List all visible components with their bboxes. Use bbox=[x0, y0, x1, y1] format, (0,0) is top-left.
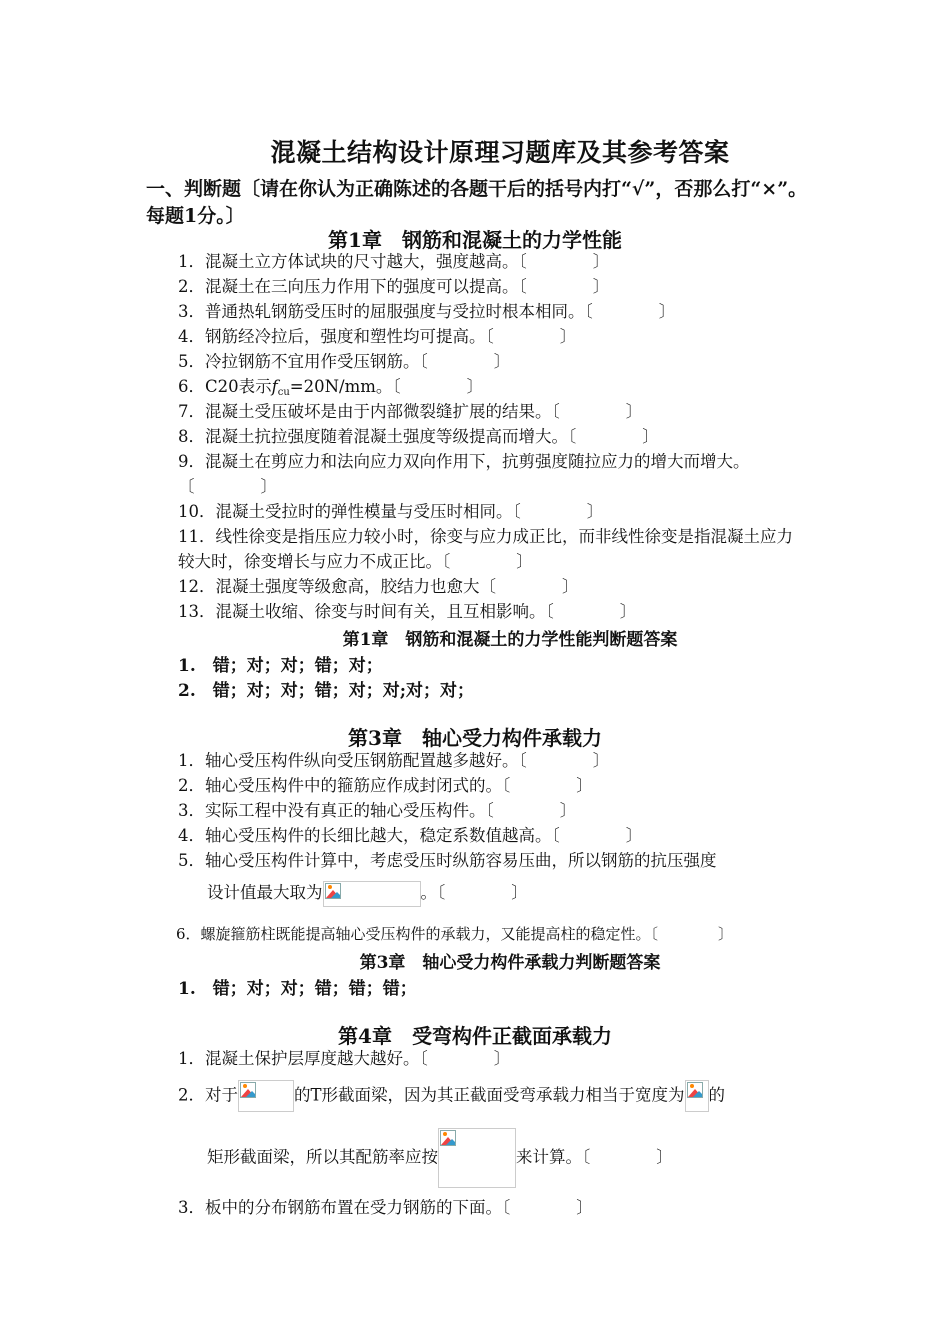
q2-line2-suffix: 来计算。〔 〕 bbox=[516, 1147, 673, 1167]
ch3-answer-heading: 第3章 轴心受力构件承载力判断题答案 bbox=[359, 953, 661, 973]
ch3-question-5-line-2 bbox=[207, 880, 847, 907]
formula-image-icon bbox=[438, 1128, 516, 1188]
ch1-answer-1: 1. 错；对；对；错；对； bbox=[178, 656, 383, 676]
ch1-question-12: 12．混凝土强度等级愈高，胶结力也愈大〔 〕 bbox=[178, 577, 579, 596]
ch3-question-5: 5．轴心受压构件计算中，考虑受压时纵筋容易压曲，所以钢筋的抗压强度 bbox=[178, 851, 717, 870]
q6-symbol: f bbox=[271, 377, 278, 396]
section-intro: 一、判断题〔请在你认为正确陈述的各题干后的括号内打“√”，否那么打“×”。每题1分。〕 bbox=[146, 178, 808, 227]
ch3-answer-1: 1. 错；对；对；错；错；错； bbox=[178, 979, 417, 999]
q6-suffix: =20N/mm。〔 〕 bbox=[289, 377, 484, 396]
formula-image-icon bbox=[323, 881, 421, 907]
ch4-question-3: 3．板中的分布钢筋布置在受力钢筋的下面。〔 〕 bbox=[178, 1198, 593, 1217]
ch1-question-7: 7．混凝土受压破坏是由于内部微裂缝扩展的结果。〔 〕 bbox=[178, 402, 643, 421]
ch1-question-2: 2．混凝土在三向压力作用下的强度可以提高。〔 〕 bbox=[178, 277, 610, 296]
ch3-question-4: 4．轴心受压构件的长细比越大，稳定系数值越高。〔 〕 bbox=[178, 826, 643, 845]
ch1-question-5: 5．冷拉钢筋不宜用作受压钢筋。〔 〕 bbox=[178, 352, 511, 371]
ch4-question-1: 1．混凝土保护层厚度越大越好。〔 〕 bbox=[178, 1049, 511, 1068]
ch4-question-2 bbox=[178, 1080, 818, 1112]
ch1-question-4: 4．钢筋经冷拉后，强度和塑性均可提高。〔 〕 bbox=[178, 327, 577, 346]
ch1-answer-heading: 第1章 钢筋和混凝土的力学性能判断题答案 bbox=[342, 630, 678, 650]
formula-image-icon bbox=[685, 1080, 709, 1112]
ch1-question-8: 8．混凝土抗拉强度随着混凝土强度等级提高而增大。〔 〕 bbox=[178, 427, 659, 446]
formula-image-icon bbox=[238, 1080, 294, 1112]
ch3-question-6: 6．螺旋箍筋柱既能提高轴心受压构件的承载力，又能提高柱的稳定性。〔 〕 bbox=[176, 925, 734, 943]
q6-prefix: 6．C20表示 bbox=[178, 377, 272, 396]
q5-line2-suffix: 。〔 〕 bbox=[420, 883, 528, 902]
q2-line2-prefix: 矩形截面梁，所以其配筋率应按 bbox=[207, 1147, 438, 1167]
ch1-question-11: 11．线性徐变是指压应力较小时，徐变与应力成正比，而非线性徐变是指混凝土应力较大时，徐变增长与应力不成正比。〔 〕 bbox=[178, 527, 793, 571]
ch3-question-3: 3．实际工程中没有真正的轴心受压构件。〔 〕 bbox=[178, 801, 577, 820]
q5-line2-prefix: 设计值最大取为 bbox=[207, 883, 323, 902]
ch1-question-9: 9．混凝土在剪应力和法向应力双向作用下，抗剪强度随拉应力的增大而增大。〔 〕 bbox=[178, 452, 750, 496]
chapter-1-heading: 第1章 钢筋和混凝土的力学性能 bbox=[328, 228, 622, 252]
ch1-answer-2: 2. 错；对；对；错；对；对;对；对； bbox=[178, 681, 475, 701]
q6-subscript: cu bbox=[277, 387, 290, 398]
q2-middle: 的T形截面梁，因为其正截面受弯承载力相当于宽度为 bbox=[294, 1085, 685, 1105]
ch4-question-2-line-2 bbox=[207, 1128, 847, 1188]
chapter-4-heading: 第4章 受弯构件正截面承载力 bbox=[338, 1024, 612, 1048]
ch1-question-3: 3．普通热轧钢筋受压时的屈服强度与受拉时根本相同。〔 〕 bbox=[178, 302, 676, 321]
q2-prefix: 2．对于 bbox=[178, 1085, 238, 1105]
ch3-question-1: 1．轴心受压构件纵向受压钢筋配置越多越好。〔 〕 bbox=[178, 751, 610, 770]
ch1-question-10: 10．混凝土受拉时的弹性模量与受压时相同。〔 〕 bbox=[178, 502, 604, 521]
page-title: 混凝土结构设计原理习题库及其参考答案 bbox=[270, 138, 730, 167]
ch1-question-13: 13．混凝土收缩、徐变与时间有关，且互相影响。〔 〕 bbox=[178, 602, 637, 621]
ch1-question-1: 1．混凝土立方体试块的尺寸越大，强度越高。〔 〕 bbox=[178, 252, 610, 271]
ch3-question-2: 2．轴心受压构件中的箍筋应作成封闭式的。〔 〕 bbox=[178, 776, 593, 795]
chapter-3-heading: 第3章 轴心受力构件承载力 bbox=[348, 726, 602, 750]
q2-end: 的 bbox=[708, 1085, 726, 1105]
